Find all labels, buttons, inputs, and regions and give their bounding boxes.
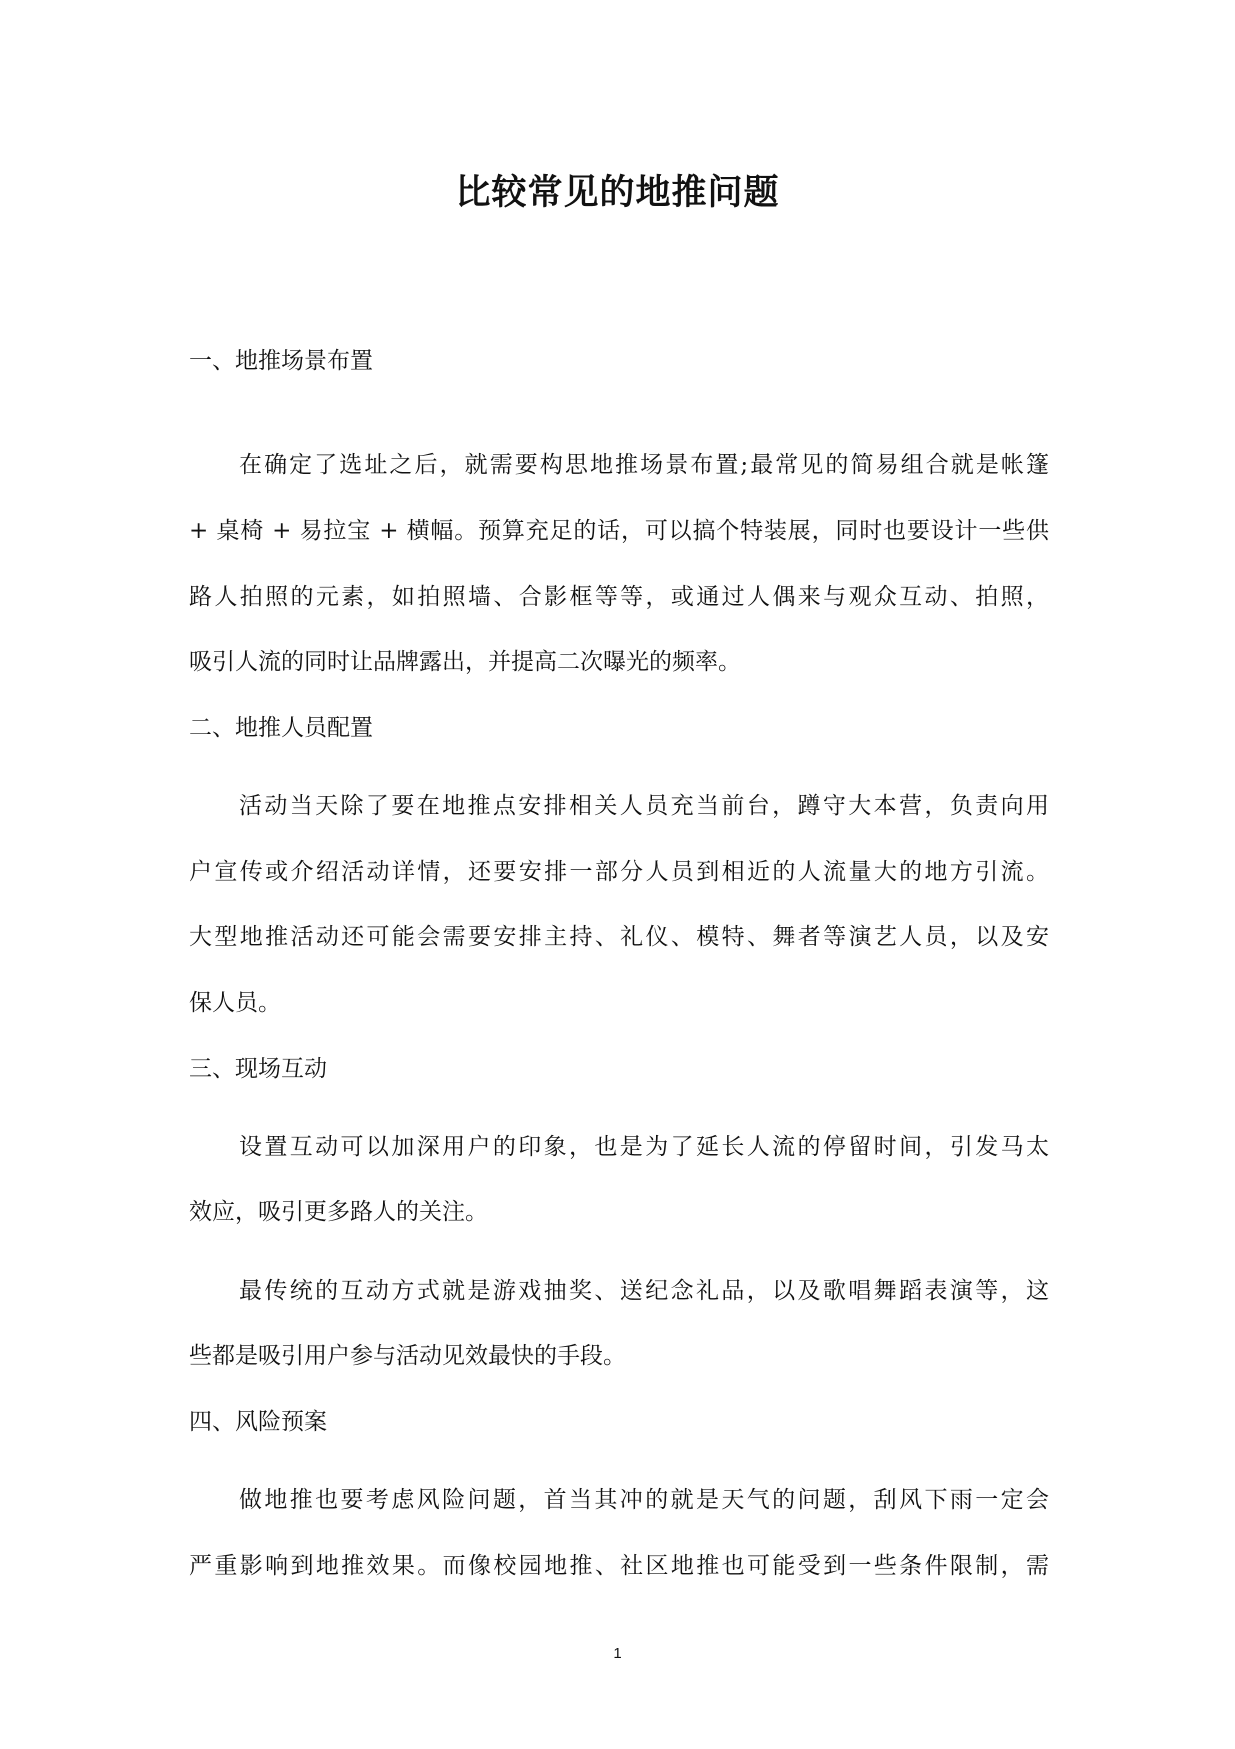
paragraph-line: 最传统的互动方式就是游戏抽奖、送纪念礼品，以及歌唱舞蹈表演等，这 bbox=[239, 1278, 1049, 1304]
section-heading-2: 二、地推人员配置 bbox=[189, 715, 373, 741]
paragraph-line: 大型地推活动还可能会需要安排主持、礼仪、模特、舞者等演艺人员，以及安 bbox=[189, 924, 1049, 950]
paragraph-line: 设置互动可以加深用户的印象，也是为了延长人流的停留时间，引发马太 bbox=[239, 1134, 1049, 1160]
paragraph-line: 些都是吸引用户参与活动见效最快的手段。 bbox=[189, 1343, 626, 1369]
paragraph-line: 做地推也要考虑风险问题，首当其冲的就是天气的问题，刮风下雨一定会 bbox=[239, 1487, 1049, 1513]
paragraph-line: 效应，吸引更多路人的关注。 bbox=[189, 1199, 488, 1225]
document-title: 比较常见的地推问题 bbox=[455, 172, 780, 213]
paragraph-line: 严重影响到地推效果。而像校园地推、社区地推也可能受到一些条件限制，需 bbox=[189, 1553, 1049, 1579]
paragraph-line: 在确定了选址之后，就需要构思地推场景布置;最常见的简易组合就是帐篷 bbox=[239, 452, 1049, 478]
paragraph-line: 路人拍照的元素，如拍照墙、合影框等等，或通过人偶来与观众互动、拍照， bbox=[189, 584, 1049, 610]
page-number: 1 bbox=[613, 1645, 622, 1662]
paragraph-line: 保人员。 bbox=[189, 990, 281, 1016]
paragraph-line: 吸引人流的同时让品牌露出，并提高二次曝光的频率。 bbox=[189, 649, 741, 675]
paragraph-line: 户宣传或介绍活动详情，还要安排一部分人员到相近的人流量大的地方引流。 bbox=[189, 859, 1049, 885]
section-heading-1: 一、地推场景布置 bbox=[189, 348, 373, 374]
paragraph-line: 活动当天除了要在地推点安排相关人员充当前台，蹲守大本营，负责向用 bbox=[239, 793, 1049, 819]
paragraph-line: + 桌椅 + 易拉宝 + 横幅。预算充足的话，可以搞个特装展，同时也要设计一些供 bbox=[189, 518, 1049, 544]
section-heading-3: 三、现场互动 bbox=[189, 1056, 327, 1082]
section-heading-4: 四、风险预案 bbox=[189, 1409, 327, 1435]
